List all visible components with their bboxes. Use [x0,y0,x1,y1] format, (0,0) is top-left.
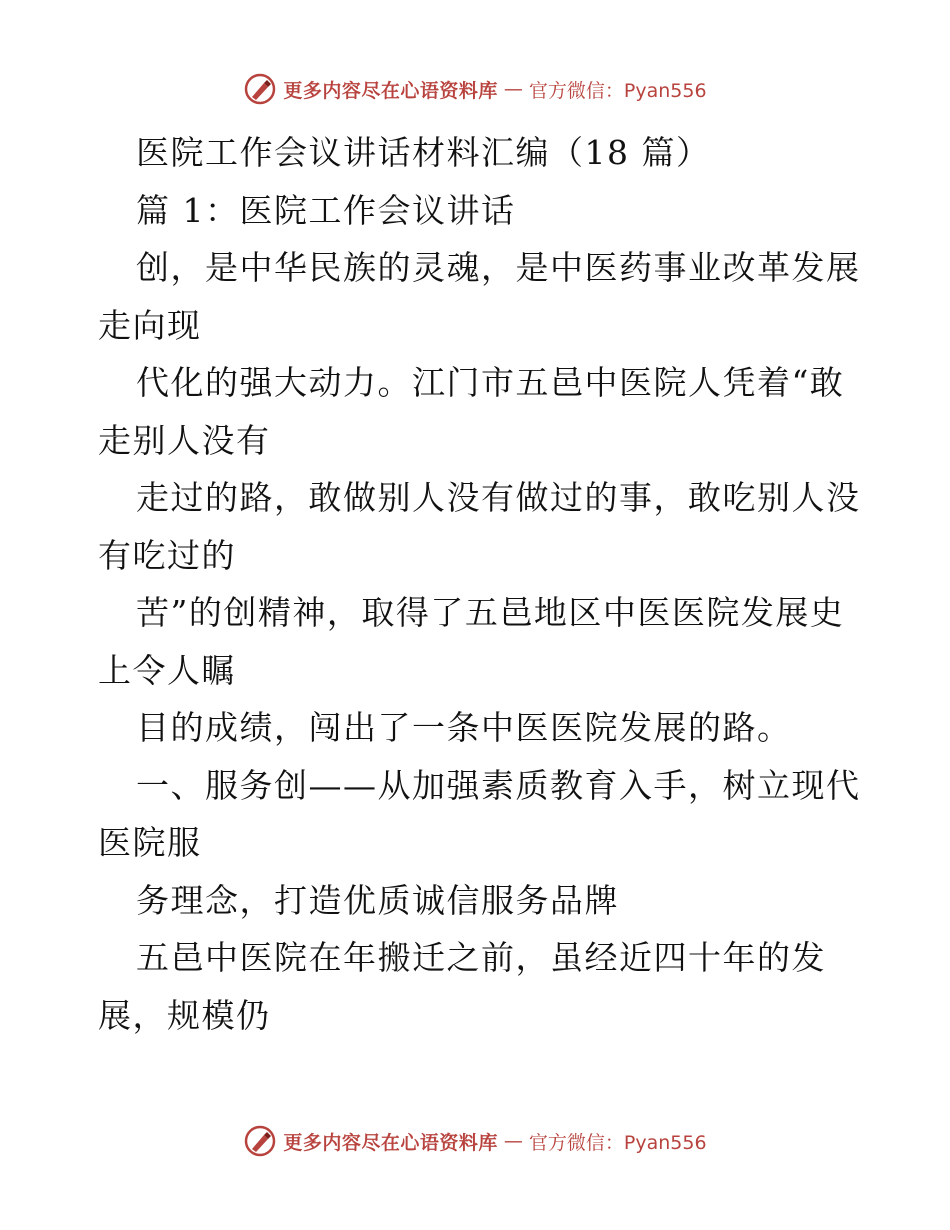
text-line: 走别人没有 [98,420,271,460]
watermark-separator: — [503,1130,523,1152]
footer-watermark [0,1124,950,1158]
document-body [98,124,861,1044]
text-line: 代化的强大动力。江门市五邑中医院人凭着“敢 [136,363,845,402]
text-line: 走向现 [98,305,202,345]
section-heading: 篇 1：医院工作会议讲话 [136,190,516,230]
text-line: 苦”的创精神，取得了五邑地区中医医院发展史 [136,593,845,632]
watermark-separator: — [503,78,523,100]
text-line: 务理念，打造优质诚信服务品牌 [136,880,619,920]
watermark-brand: 更多内容尽在心语资料库 [283,1131,498,1154]
text-line: 医院服 [98,823,202,862]
text-line: 上令人瞩 [98,650,236,690]
text-line: 五邑中医院在年搬迁之前，虽经近四十年的发 [136,938,826,977]
text-line: 目的成绩，闯出了一条中医医院发展的路。 [136,708,792,747]
text-line: 一、服务创——从加强素质教育入手，树立现代 [136,765,861,805]
text-line: 创，是中华民族的灵魂，是中医药事业改革发展 [136,248,861,287]
document-title: 医院工作会议讲话材料汇编（18 篇） [136,133,711,172]
header-watermark [0,72,950,106]
text-line: 走过的路，敢做别人没有做过的事，敢吃别人没 [136,478,861,517]
watermark-wechat: 官方微信：Pyan556 [528,79,707,102]
watermark-wechat: 官方微信：Pyan556 [528,1131,707,1154]
text-line: 有吃过的 [98,535,236,575]
pen-logo-icon [243,1124,277,1158]
text-line: 展，规模仍 [98,995,271,1035]
pen-logo-icon [243,72,277,106]
watermark-brand: 更多内容尽在心语资料库 [283,79,498,102]
